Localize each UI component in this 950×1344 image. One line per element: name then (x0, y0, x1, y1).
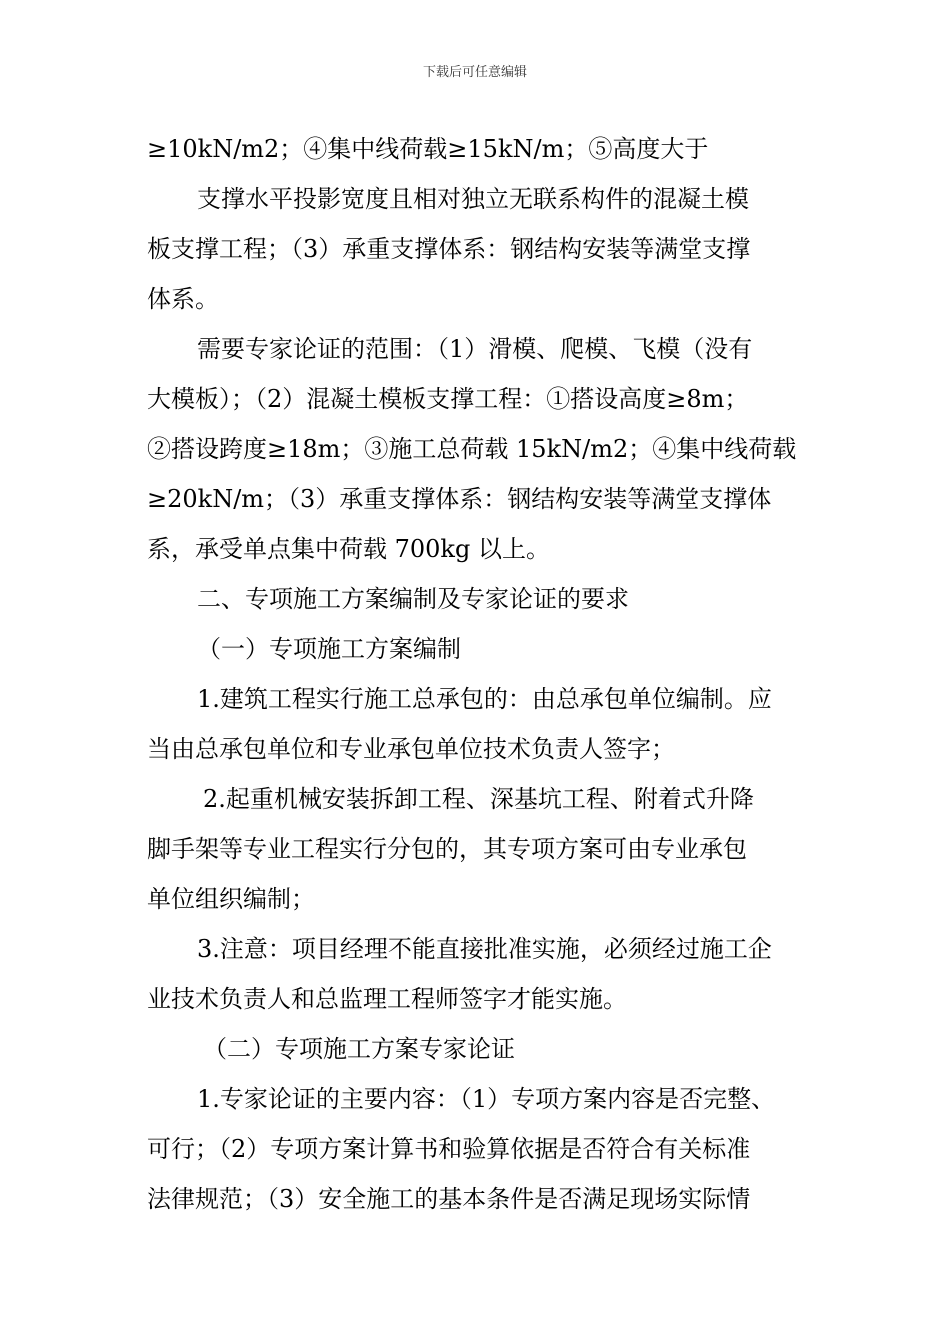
text-line: （二）专项施工方案专家论证 (203, 1035, 515, 1063)
text-line: 当由总承包单位和专业承包单位技术负责人签字； (147, 735, 675, 763)
text-line: 二、专项施工方案编制及专家论证的要求 (197, 585, 629, 613)
text-line: ≥10kN/m2；④集中线荷载≥15kN/m；⑤高度大于 (147, 135, 709, 163)
text-line: 大模板）；（2）混凝土模板支撑工程：①搭设高度≥8m； (147, 385, 749, 413)
text-line: 2.起重机械安装拆卸工程、深基坑工程、附着式升降 (203, 785, 754, 813)
text-line: ②搭设跨度≥18m；③施工总荷载 15kN/m2；④集中线荷载 (147, 435, 797, 463)
text-line: 1.专家论证的主要内容：（1）专项方案内容是否完整、 (197, 1085, 776, 1113)
text-line: 系，承受单点集中荷载 700kg 以上。 (147, 535, 550, 563)
text-line: 脚手架等专业工程实行分包的，其专项方案可由专业承包 (147, 835, 747, 863)
text-line: （一）专项施工方案编制 (197, 635, 461, 663)
text-line: 体系。 (147, 285, 219, 313)
text-line: 1.建筑工程实行施工总承包的：由总承包单位编制。应 (197, 685, 772, 713)
text-line: 板支撑工程；（3）承重支撑体系：钢结构安装等满堂支撑 (147, 235, 751, 263)
text-line: 可行；（2）专项方案计算书和验算依据是否符合有关标准 (147, 1135, 751, 1163)
text-line: ≥20kN/m；（3）承重支撑体系：钢结构安装等满堂支撑体 (147, 485, 772, 513)
text-line: 单位组织编制； (147, 885, 315, 913)
text-line: 支撑水平投影宽度且相对独立无联系构件的混凝土模 (197, 185, 749, 213)
document-body (147, 124, 807, 1224)
text-line: 需要专家论证的范围：（1）滑模、爬模、飞模（没有 (197, 335, 753, 363)
text-line: 法律规范；（3）安全施工的基本条件是否满足现场实际情 (147, 1185, 751, 1213)
text-line: 业技术负责人和总监理工程师签字才能实施。 (147, 985, 627, 1013)
text-line: 3.注意：项目经理不能直接批准实施，必须经过施工企 (197, 935, 772, 963)
page-header: 下载后可任意编辑 (422, 65, 527, 80)
